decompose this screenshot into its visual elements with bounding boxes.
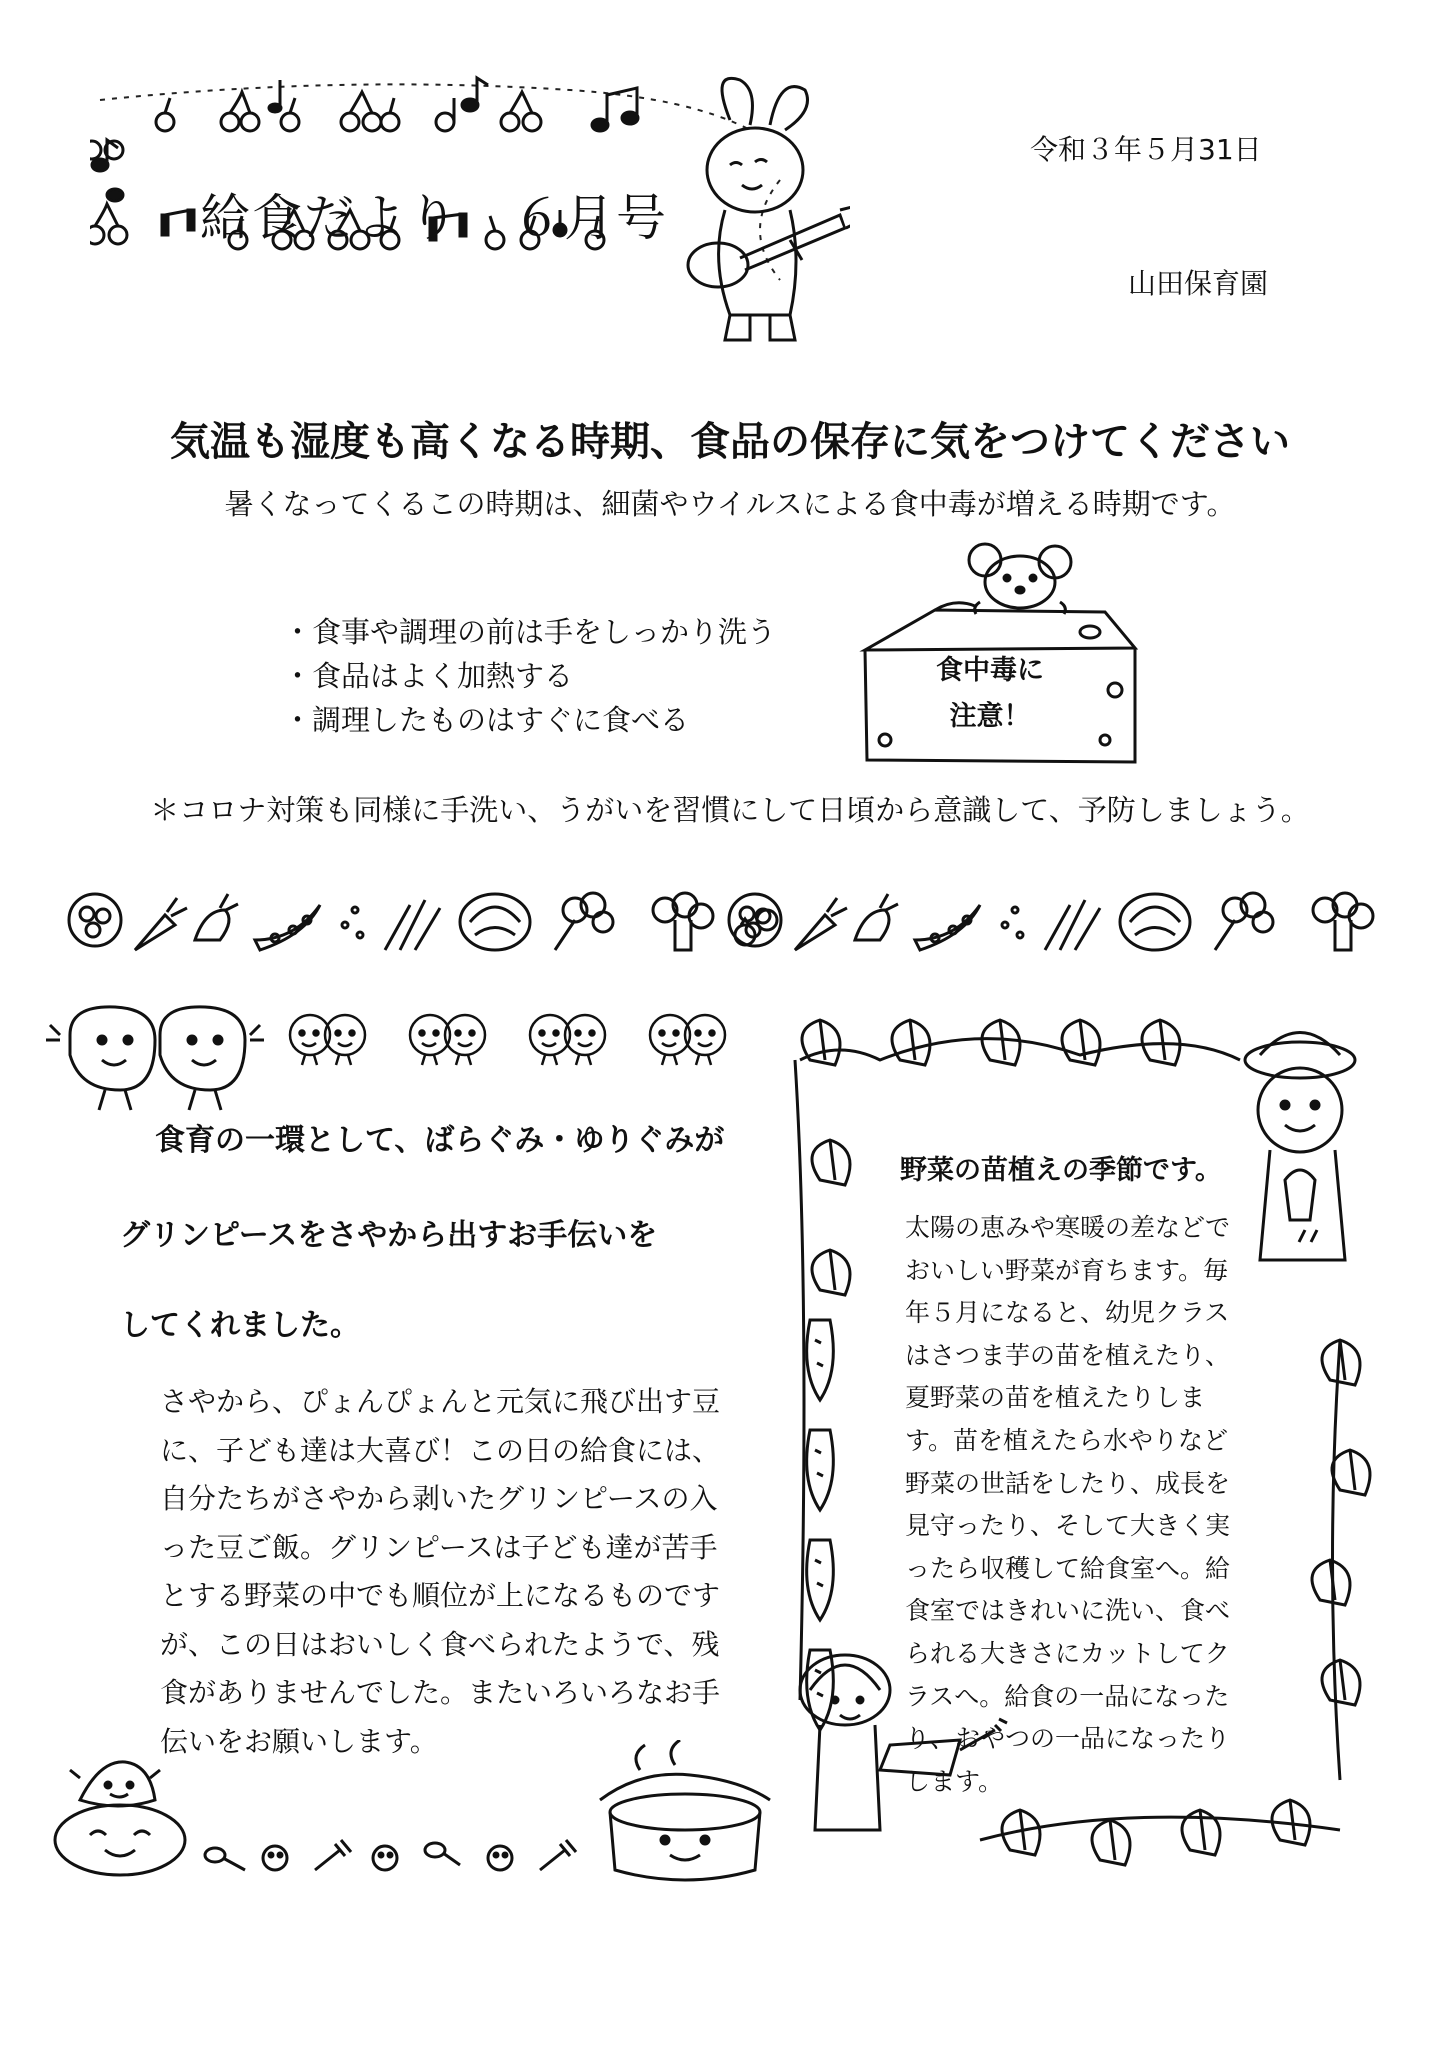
cherry-icon-left xyxy=(90,141,123,159)
bottom-food-decoration xyxy=(40,1740,800,1890)
vegetable-border-decoration xyxy=(55,880,1375,960)
face-icon xyxy=(263,1846,287,1870)
broccoli-icon xyxy=(555,893,613,950)
asparagus-icon xyxy=(385,900,440,950)
fork-icon xyxy=(540,1840,576,1870)
cherry-icon-row-top xyxy=(156,92,541,131)
spoon-icon xyxy=(425,1843,460,1865)
gardener-child-illustration xyxy=(1245,1033,1355,1261)
school-name: 山田保育園 xyxy=(1128,267,1269,300)
face-icon xyxy=(373,1846,397,1870)
pea-characters-decoration xyxy=(40,995,760,1115)
vegetable-planting-title: 野菜の苗植えの季節です。 xyxy=(900,1155,1222,1186)
fork-icon xyxy=(315,1840,351,1870)
dots-icon xyxy=(342,907,363,938)
vegetable-planting-body xyxy=(905,1207,1250,1803)
activity-headline-line-3: してくれました。 xyxy=(120,1308,360,1343)
cabbage-icon xyxy=(460,894,530,950)
face-icon xyxy=(488,1846,512,1870)
food-safety-headline: 気温も湿度も高くなる時期、食品の保存に気をつけてください xyxy=(170,419,1290,465)
food-poisoning-warning-sign xyxy=(905,648,1075,740)
tip-item: ・調理したものはすぐに食べる xyxy=(283,703,690,737)
broccoli-icon xyxy=(653,893,713,950)
radish-icon xyxy=(195,894,238,940)
tip-item: ・食品はよく加熱する xyxy=(283,659,574,693)
covid-note: ＊コロナ対策も同様に手洗い、うがいを習慣にして日頃から意識して、予防しましょう。 xyxy=(150,793,1310,827)
rabbit-guitar-illustration xyxy=(688,78,850,340)
warning-line-2: 注意！ xyxy=(949,701,1031,732)
tip-item: ・食事や調理の前は手をしっかり洗う xyxy=(283,615,777,649)
issue-date: 令和３年５月31日 xyxy=(1030,133,1262,166)
pot-character-icon xyxy=(600,1740,770,1880)
food-safety-intro: 暑くなってくるこの時期は、細菌やウイルスによる食中毒が増える時期です。 xyxy=(224,487,1236,521)
activity-story-text: さやから、ぴょんぴょんと元気に飛び出す豆に、子ども達は大喜び！この日の給食には、自分たちがさやから剥いたグリンピースの入った豆ご飯。グリンピースは子ども達が苦手とする野菜の中でも順位が上になるものですが、この日はおいしく食べられたようで、残食がありませんでした。またいろいろなお手伝いをお願いします。 xyxy=(160,1385,721,1758)
cabbage-icon xyxy=(69,894,121,946)
spoon-icon xyxy=(205,1848,245,1870)
bun-character-icon xyxy=(55,1762,185,1875)
newsletter-title: 給食だより ６月号 xyxy=(200,189,668,247)
food-safety-tips xyxy=(283,610,776,742)
warning-line-1: 食中毒に xyxy=(936,655,1044,686)
vegetable-planting-text: 太陽の恵みや寒暖の差などでおいしい野菜が育ちます。毎年５月になると、幼児クラスはさつま芋の苗を植えたり、夏野菜の苗を植えたりします。苗を植えたら水やりなど野菜の世話をしたり、成長を見守ったり、そして大きく実ったら収穫して給食室へ。給食室ではきれいに洗い、食べられる大きさにカットしてクラスへ。給食の一品になったり、おやつの一品になったりします。 xyxy=(905,1213,1231,1796)
activity-headline-line-1: 食育の一環として、ばらぐみ・ゆりぐみが xyxy=(155,1123,725,1158)
carrot-icon xyxy=(135,898,187,950)
bean-pod-icon xyxy=(255,905,320,950)
activity-headline-line-2: グリンピースをさやから出すお手伝いを xyxy=(120,1218,658,1253)
activity-story xyxy=(160,1378,745,1766)
